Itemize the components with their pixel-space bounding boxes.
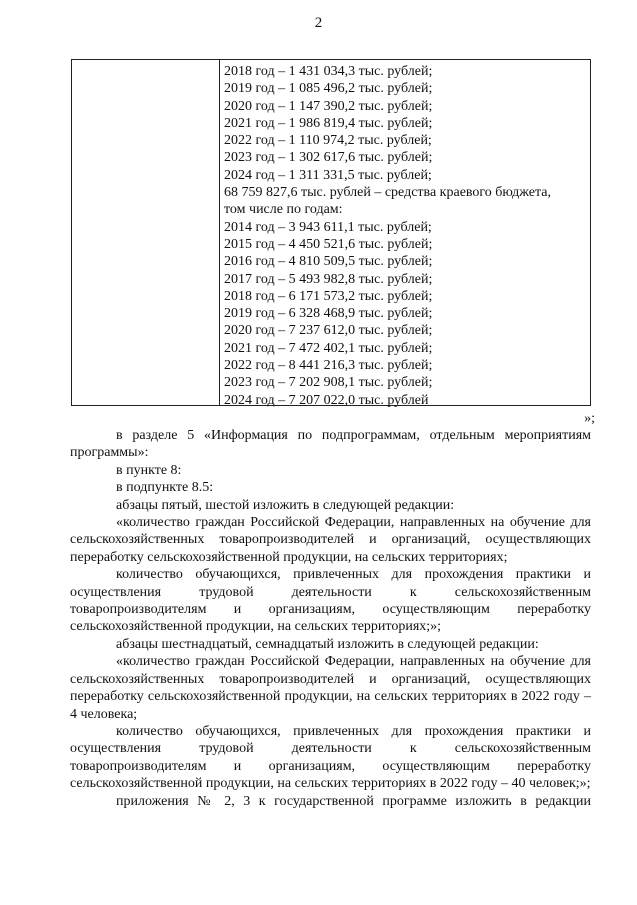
paragraph: количество обучающихся, привлеченных для прохождения практики и осуществления трудовой деятельности к сельскохозяйственным товаропроизводителям и организациям, осуществляющим переработку сельскохозяйственной продукции, на сельских территориях;»;	[70, 567, 591, 635]
table-line: 2019 год – 1 085 496,2 тыс. рублей;	[224, 81, 433, 97]
paragraph: «количество граждан Российской Федерации, направленных на обучение для сельскохозяйственных товаропроизводителей и организаций, осуществляющих переработку сельскохозяйственной продукции, на сельских территориях в 2022 году – 4 человека;	[70, 654, 591, 722]
table-line: 2022 год – 8 441 216,3 тыс. рублей;	[224, 358, 433, 374]
paragraph: абзацы пятый, шестой изложить в следующей редакции:	[116, 497, 455, 513]
paragraph: в подпункте 8.5:	[116, 480, 214, 496]
paragraph: в пункте 8:	[116, 462, 182, 478]
closing-quote: »;	[584, 411, 595, 426]
table-line: 2023 год – 1 302 617,6 тыс. рублей;	[224, 150, 433, 166]
table-line: 2022 год – 1 110 974,2 тыс. рублей;	[224, 133, 432, 149]
table-line: 2024 год – 1 311 331,5 тыс. рублей;	[224, 167, 432, 183]
paragraph: в разделе 5 «Информация по подпрограммам, отдельным мероприятиям программы»:	[70, 428, 591, 461]
paragraph: «количество граждан Российской Федерации, направленных на обучение для сельскохозяйственных товаропроизводителей и организаций, осуществляющих переработку сельскохозяйственной продукции, на сельских территориях;	[70, 515, 591, 565]
page-number: 2	[314, 15, 323, 31]
table-line: 2020 год – 7 237 612,0 тыс. рублей;	[224, 323, 433, 339]
table-right-cell	[220, 60, 590, 408]
table-line: 68 759 827,6 тыс. рублей – средства краевого бюджета,	[224, 185, 552, 201]
table-line: 2017 год – 5 493 982,8 тыс. рублей;	[224, 271, 433, 287]
table-line: том числе по годам:	[224, 202, 343, 218]
paragraph: количество обучающихся, привлеченных для прохождения практики и осуществления трудовой деятельности к сельскохозяйственным товаропроизводителям и организациям, осуществляющим переработку сельскохозяйственной продукции, на сельских территориях в 2022 году – 40 человек;»;	[70, 723, 591, 792]
paragraph: абзацы шестнадцатый, семнадцатый изложить в следующей редакции:	[116, 636, 539, 652]
table-line: 2024 год – 7 207 022,0 тыс. рублей	[224, 392, 429, 408]
table-line: 2021 год – 1 986 819,4 тыс. рублей;	[224, 115, 433, 131]
table-line: 2015 год – 4 450 521,6 тыс. рублей;	[224, 236, 433, 252]
table-line: 2014 год – 3 943 611,1 тыс. рублей;	[224, 219, 432, 235]
table-line: 2023 год – 7 202 908,1 тыс. рублей;	[224, 375, 433, 391]
table-line: 2016 год – 4 810 509,5 тыс. рублей;	[224, 254, 433, 270]
table-line: 2019 год – 6 328 468,9 тыс. рублей;	[224, 306, 433, 322]
funding-table	[71, 59, 591, 406]
table-left-cell	[72, 60, 220, 405]
table-line: 2021 год – 7 472 402,1 тыс. рублей;	[224, 340, 433, 356]
table-line: 2018 год – 1 431 034,3 тыс. рублей;	[224, 64, 433, 79]
table-line: 2018 год – 6 171 573,2 тыс. рублей;	[224, 288, 433, 304]
paragraph: приложения № 2, 3 к государственной программе изложить в редакции	[116, 793, 591, 809]
table-line: 2020 год – 1 147 390,2 тыс. рублей;	[224, 98, 433, 114]
document-body	[70, 427, 591, 810]
